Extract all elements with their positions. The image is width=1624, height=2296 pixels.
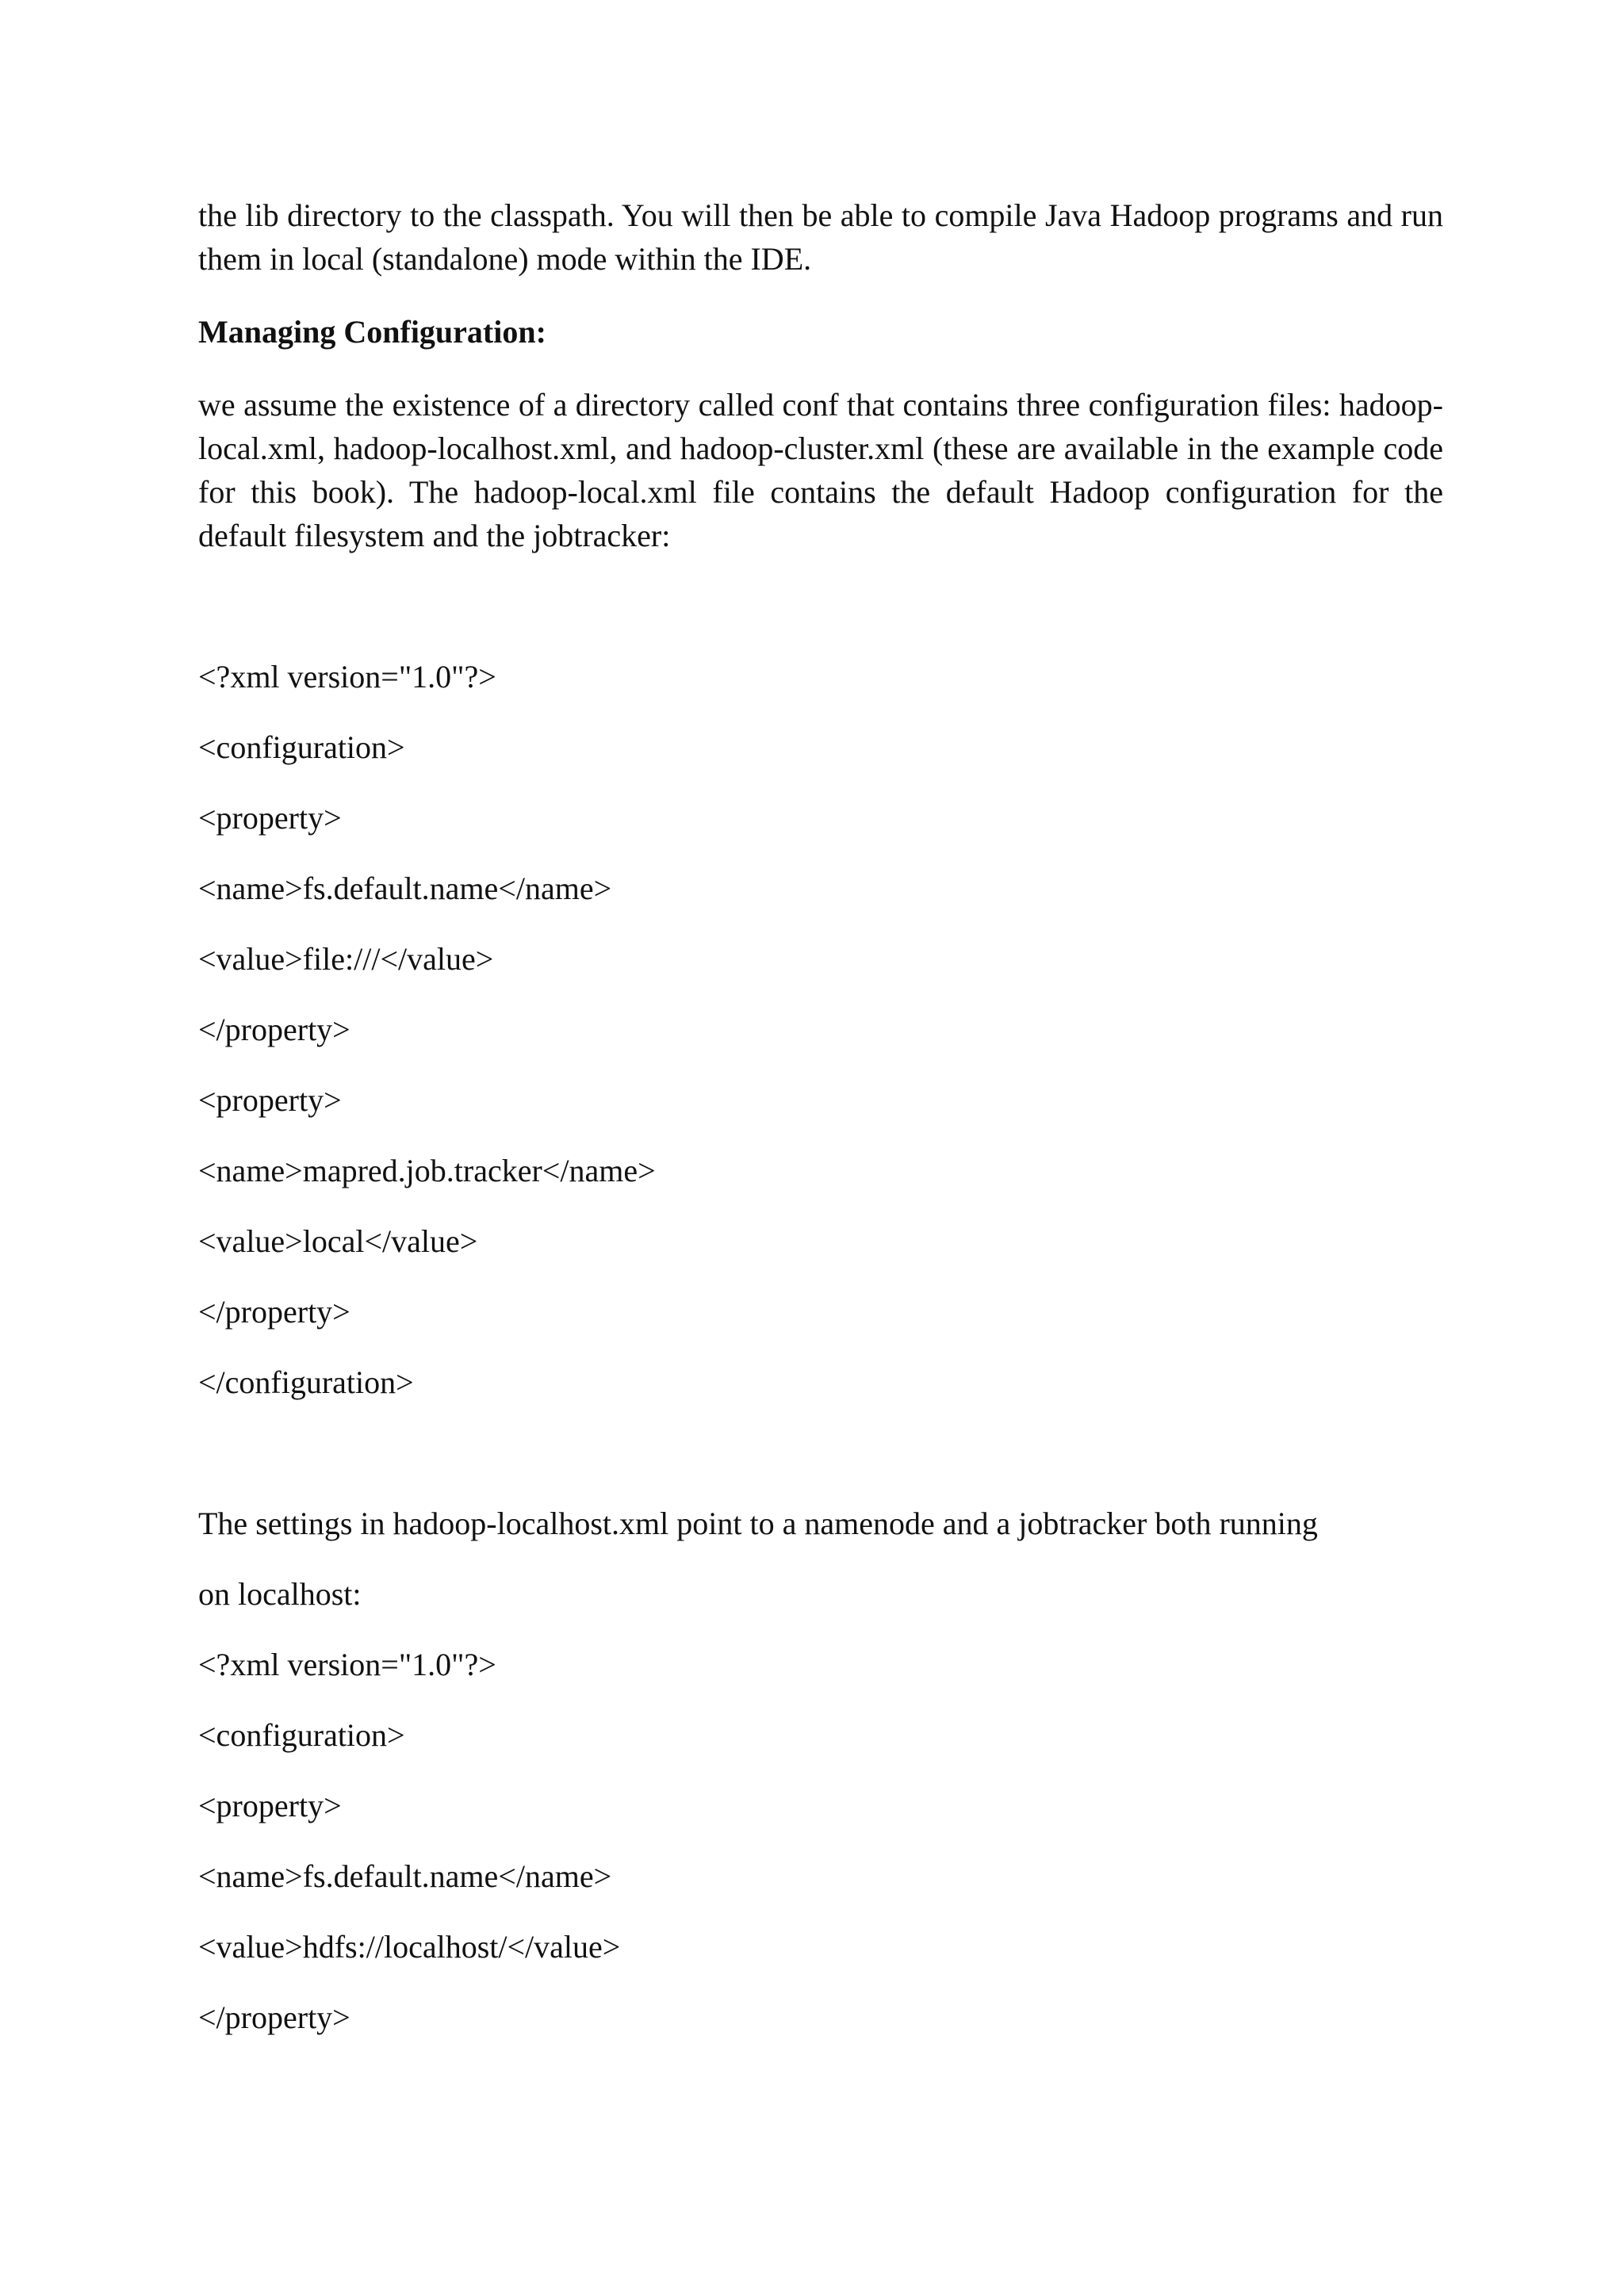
section-heading: Managing Configuration: xyxy=(198,314,546,350)
code-line: </configuration> xyxy=(198,1364,414,1400)
localhost-description-line-2: on localhost: xyxy=(198,1576,362,1612)
code-line: <value>hdfs://localhost/</value> xyxy=(198,1929,621,1965)
code-line: </property> xyxy=(198,1294,350,1330)
code-line: <property> xyxy=(198,1788,342,1823)
code-line: <property> xyxy=(198,800,342,836)
code-line: </property> xyxy=(198,1012,350,1047)
spacer xyxy=(198,1404,1443,1502)
code-block-localhost xyxy=(198,1643,1443,2039)
code-line: <value>local</value> xyxy=(198,1223,478,1259)
code-line: <name>mapred.job.tracker</name> xyxy=(198,1153,656,1188)
code-line: </property> xyxy=(198,1999,350,2035)
localhost-description-line-1: The settings in hadoop-localhost.xml point to a namenode and a jobtracker both running xyxy=(198,1506,1318,1541)
intro-paragraph: the lib directory to the classpath. You will then be able to compile Java Hadoop programs and run them in local (standalone) mode within the IDE. xyxy=(198,197,1443,277)
code-line: <configuration> xyxy=(198,729,405,765)
code-block-local xyxy=(198,655,1443,1404)
code-line: <configuration> xyxy=(198,1717,405,1753)
spacer xyxy=(198,354,1443,383)
code-line: <name>fs.default.name</name> xyxy=(198,1858,612,1894)
code-line: <value>file:///</value> xyxy=(198,941,494,977)
code-line: <?xml version="1.0"?> xyxy=(198,659,496,695)
code-line: <property> xyxy=(198,1082,342,1118)
config-description-paragraph: we assume the existence of a directory called conf that contains three configuration files: hadoop-local.xml, hadoop-localhost.xml, and hadoop-cluster.xml (these are available in the example code for this book). The hadoop-local.xml file contains the default Hadoop configuration for the default filesystem and the jobtracker: xyxy=(198,387,1443,553)
document-page xyxy=(198,193,1443,2039)
code-line: <?xml version="1.0"?> xyxy=(198,1647,496,1682)
spacer xyxy=(198,557,1443,655)
code-line: <name>fs.default.name</name> xyxy=(198,871,612,906)
